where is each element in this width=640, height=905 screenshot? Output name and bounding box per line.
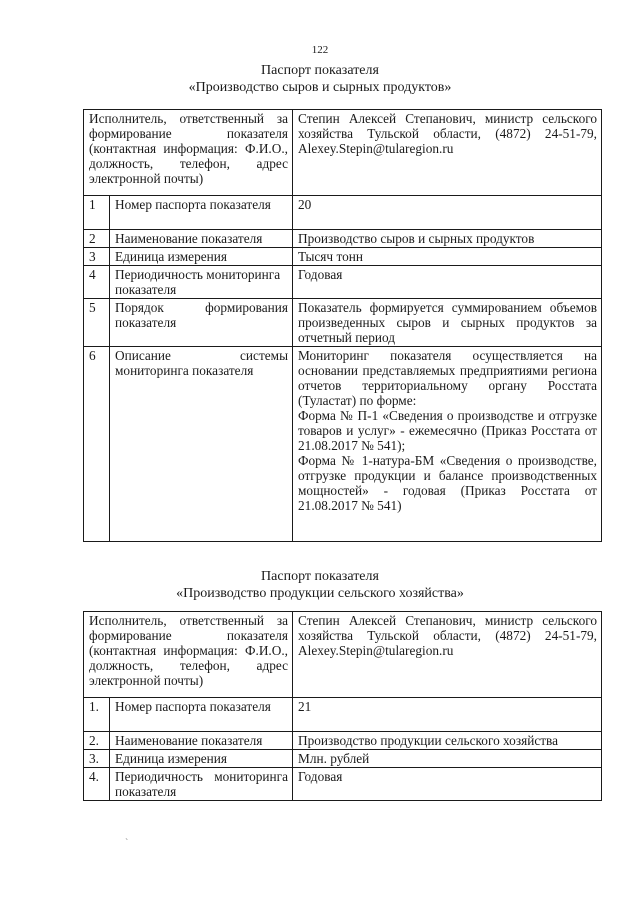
table-row: [84, 612, 602, 698]
row-number: 4.: [84, 768, 110, 801]
row-value: Тысяч тонн: [293, 248, 602, 266]
table-row: [84, 230, 602, 248]
passport-2-heading: [0, 568, 640, 602]
monitoring-description: Мониторинг показателя осуществляется на основании представляемых предприятиями региона отчетов территориальному органу Росстата (Туластат) по форме:: [298, 348, 597, 408]
executor-value: Степин Алексей Степанович, министр сельского хозяйства Тульской области, (4872) 24-51-79, Alexey.Stepin@tularegion.ru: [293, 110, 602, 196]
executor-label: Исполнитель, ответственный за формирование показателя (контактная информация: Ф.И.О., должность, телефон, адрес электронной почты): [84, 110, 293, 196]
row-label: Единица измерения: [110, 248, 293, 266]
row-value-cell: [293, 347, 602, 542]
form-p1-entry: Форма № П-1 «Сведения о производстве и отгрузке товаров и услуг» - ежемесячно (Приказ Росстата от 21.08.2017 № 541);: [298, 408, 597, 453]
row-label: Единица измерения: [110, 750, 293, 768]
table-row: [84, 347, 602, 542]
executor-label: Исполнитель, ответственный за формирование показателя (контактная информация: Ф.И.О., должность, телефон, адрес электронной почты): [84, 612, 293, 698]
row-number: 4: [84, 266, 110, 299]
row-number: 3: [84, 248, 110, 266]
page-number: 122: [311, 44, 329, 56]
row-value: Годовая: [293, 768, 602, 801]
passport-2-table: [83, 611, 602, 801]
row-number: 1.: [84, 698, 110, 732]
table-row: [84, 299, 602, 347]
passport-2-title: Паспорт показателя: [261, 569, 379, 584]
passport-1-heading: [0, 62, 640, 96]
table-row: [84, 266, 602, 299]
row-number: 6: [84, 347, 110, 542]
scan-mark: `: [125, 838, 129, 849]
row-value: Производство продукции сельского хозяйства: [293, 732, 602, 750]
row-label: Наименование показателя: [110, 732, 293, 750]
row-number: 5: [84, 299, 110, 347]
table-row: [84, 732, 602, 750]
passport-1-subtitle: «Производство сыров и сырных продуктов»: [188, 80, 452, 95]
table-row: [84, 248, 602, 266]
passport-1-table: [83, 109, 602, 542]
row-value: Млн. рублей: [293, 750, 602, 768]
table-row: [84, 110, 602, 196]
executor-value: Степин Алексей Степанович, министр сельского хозяйства Тульской области, (4872) 24-51-79, Alexey.Stepin@tularegion.ru: [293, 612, 602, 698]
row-label: Номер паспорта показателя: [110, 698, 293, 732]
row-label: Периодичность мониторинга показателя: [110, 768, 293, 801]
table-row: [84, 750, 602, 768]
row-value: Годовая: [293, 266, 602, 299]
form-natura-entry: Форма № 1-натура-БМ «Сведения о производстве, отгрузке продукции и балансе производственных мощностей» - годовая (Приказ Росстата от 21.08.2017 № 541): [298, 453, 597, 513]
row-number: 1: [84, 196, 110, 230]
table-row: [84, 196, 602, 230]
row-number: 3.: [84, 750, 110, 768]
row-value: Производство сыров и сырных продуктов: [293, 230, 602, 248]
row-label: Описание системы мониторинга показателя: [110, 347, 293, 542]
row-value: 20: [293, 196, 602, 230]
row-value: Показатель формируется суммированием объемов произведенных сыров и сырных продуктов за отчетный период: [293, 299, 602, 347]
row-number: 2.: [84, 732, 110, 750]
row-label: Периодичность мониторинга показателя: [110, 266, 293, 299]
row-label: Номер паспорта показателя: [110, 196, 293, 230]
row-value: 21: [293, 698, 602, 732]
row-label: Порядок формирования показателя: [110, 299, 293, 347]
passport-2-subtitle: «Производство продукции сельского хозяйства»: [176, 586, 464, 601]
table-row: [84, 768, 602, 801]
passport-1-title: Паспорт показателя: [261, 63, 379, 78]
row-number: 2: [84, 230, 110, 248]
row-label: Наименование показателя: [110, 230, 293, 248]
table-row: [84, 698, 602, 732]
